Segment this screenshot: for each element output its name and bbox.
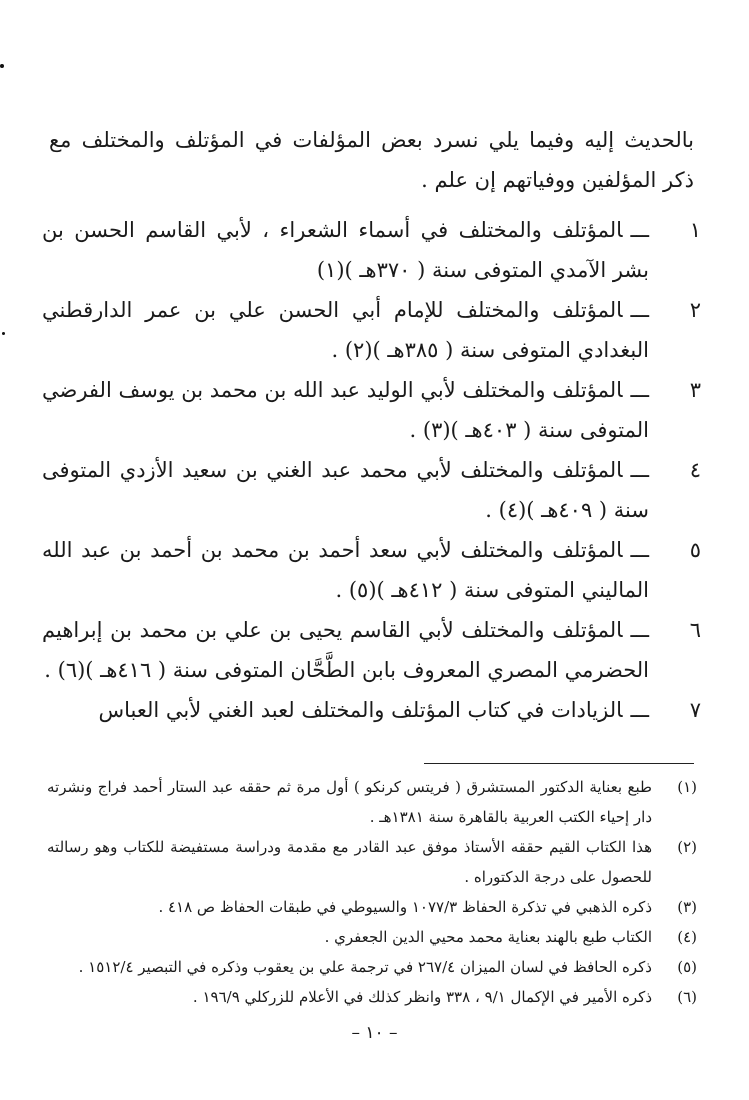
- footnote-number: (٦): [677, 988, 697, 1006]
- footnote: [47, 952, 697, 982]
- item-text: المؤتلف والمختلف لأبي الوليد عبد الله بن محمد بن يوسف الفرضي المتوفى سنة ( ٤٠٣هـ )(٣) .: [42, 378, 649, 442]
- list-item: [42, 610, 707, 690]
- footnote-number: (٣): [677, 898, 697, 916]
- footnote-divider: [424, 763, 694, 764]
- footnote-text: طبع بعناية الدكتور المستشرق ( فريتس كرنكو ) أول مرة ثم حققه عبد الستار أحمد فراج ونشرته دار إحياء الكتب العربية بالقاهرة سنة ١٣٨١هـ .: [47, 778, 652, 826]
- item-text: المؤتلف والمختلف لأبي محمد عبد الغني بن سعيد الأزدي المتوفى سنة ( ٤٠٩هـ )(٤) .: [42, 458, 649, 522]
- list-item: [42, 690, 707, 730]
- footnote-number: (٥): [677, 958, 697, 976]
- page-number: – ١٠ –: [351, 1023, 398, 1043]
- works-list: [42, 210, 707, 730]
- footnote: [47, 832, 697, 892]
- item-number: ٤: [689, 458, 701, 482]
- item-dash: ـــ: [630, 538, 649, 562]
- list-item: [42, 530, 707, 610]
- item-number: ٢: [689, 298, 701, 322]
- footnote-text: ذكره الحافظ في لسان الميزان ٢٦٧/٤ في ترجمة علي بن يعقوب وذكره في التبصير ١٥١٢/٤ .: [78, 958, 652, 976]
- footnote-text: ذكره الأمير في الإكمال ٩/١ ، ٣٣٨ وانظر كذلك في الأعلام للزركلي ١٩٦/٩ .: [192, 988, 652, 1006]
- item-text: المؤتلف والمختلف لأبي سعد أحمد بن محمد بن أحمد بن عبد الله الماليني المتوفى سنة ( ٤١٢هـ )(٥) .: [42, 538, 649, 602]
- item-number: ١: [689, 218, 701, 242]
- footnote: [47, 982, 697, 1012]
- item-number: ٧: [689, 698, 701, 722]
- footnote-number: (١): [677, 778, 697, 796]
- item-dash: ـــ: [630, 698, 649, 722]
- item-dash: ـــ: [630, 298, 649, 322]
- footnote-text: الكتاب طبع بالهند بعناية محمد محيي الدين الجعفري .: [324, 928, 652, 946]
- footnote-number: (٢): [677, 838, 697, 856]
- item-number: ٣: [689, 378, 701, 402]
- footnote-number: (٤): [677, 928, 697, 946]
- item-dash: ـــ: [630, 378, 649, 402]
- item-number: ٦: [689, 618, 701, 642]
- item-text: المؤتلف والمختلف في أسماء الشعراء ، لأبي القاسم الحسن بن بشر الآمدي المتوفى سنة ( ٣٧٠هـ )(١): [42, 218, 649, 282]
- footnote: [47, 922, 697, 952]
- footnotes: [47, 772, 697, 1012]
- list-item: [42, 210, 707, 290]
- intro-paragraph: بالحديث إليه وفيما يلي نسرد بعض المؤلفات في المؤتلف والمختلف مع ذكر المؤلفين ووفياتهم إن علم .: [49, 128, 694, 192]
- item-number: ٥: [689, 538, 701, 562]
- item-dash: ـــ: [630, 218, 649, 242]
- item-text: المؤتلف والمختلف لأبي القاسم يحيى بن علي بن محمد بن إبراهيم الحضرمي المصري المعروف بابن الطَّحَّان المتوفى سنة ( ٤١٦هـ )(٦) .: [42, 618, 649, 682]
- item-text: الزيادات في كتاب المؤتلف والمختلف لعبد الغني لأبي العباس: [98, 698, 623, 722]
- footnote: [47, 772, 697, 832]
- footnote-text: هذا الكتاب القيم حققه الأستاذ موفق عبد القادر مع مقدمة ودراسة مستفيضة للكتاب وهو رسالته للحصول على درجة الدكتوراه .: [47, 838, 652, 886]
- list-item: [42, 370, 707, 450]
- item-text: المؤتلف والمختلف للإمام أبي الحسن علي بن عمر الدارقطني البغدادي المتوفى سنة ( ٣٨٥هـ )(٢) .: [42, 298, 649, 362]
- footnote-text: ذكره الذهبي في تذكرة الحفاظ ١٠٧٧/٣ والسيوطي في طبقات الحفاظ ص ٤١٨ .: [158, 898, 652, 916]
- scan-speck: [2, 332, 5, 335]
- scan-speck: [0, 64, 4, 68]
- list-item: [42, 290, 707, 370]
- item-dash: ـــ: [630, 458, 649, 482]
- item-dash: ـــ: [630, 618, 649, 642]
- list-item: [42, 450, 707, 530]
- footnote: [47, 892, 697, 922]
